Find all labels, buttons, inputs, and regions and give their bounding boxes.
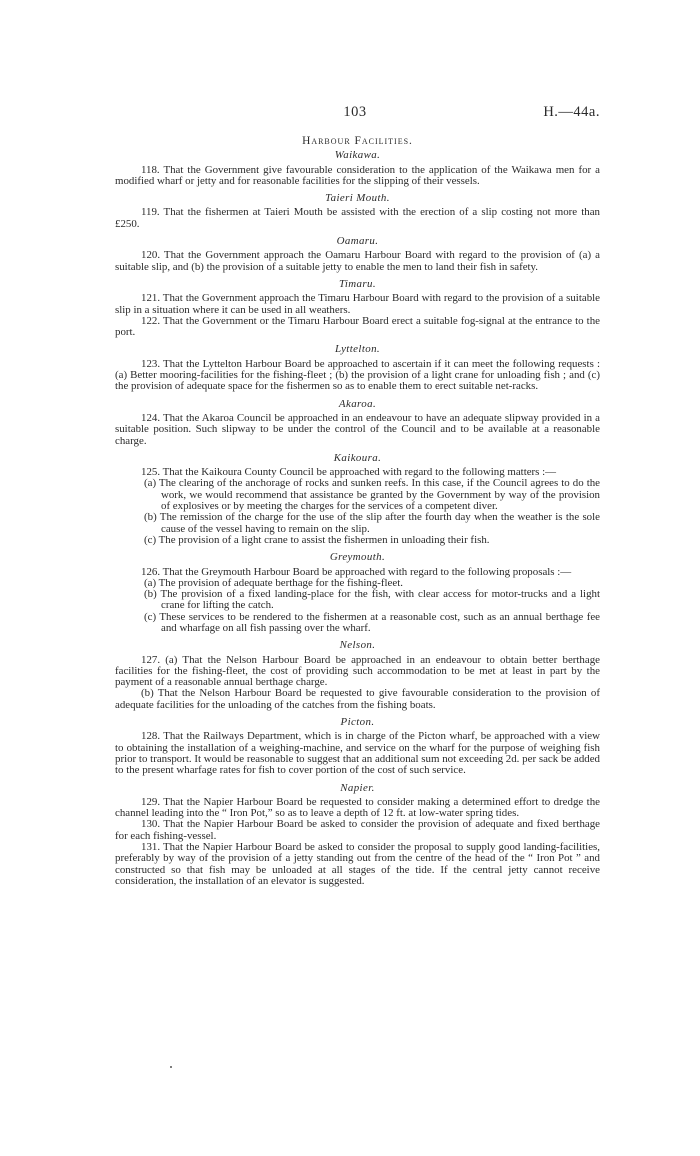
recommendation-paragraph: 130. That the Napier Harbour Board be asked to consider the provision of adequate and fixed berthage for each fishing-vessel. [115,818,600,842]
recommendation-paragraph: 127. (a) That the Nelson Harbour Board be approached in an endeavour to obtain better berthage facilities for the fishing-fleet, the cost of providing such accommodation to be met at least in part by the payment of a reasonable annual berthage charge. [115,653,600,689]
sub-clause: (b) The provision of a fixed landing-place for the fish, with clear access for motor-trucks and a light crane for lifting the catch. [144,588,600,612]
recommendation-paragraph: 126. That the Greymouth Harbour Board be approached with regard to the following proposals :— [141,565,572,578]
recommendation-paragraph: (b) That the Nelson Harbour Board be requested to give favourable consideration to the provision of adequate facilities for the unloading of the catches from the fishing boats. [115,687,600,711]
recommendation-paragraph: 118. That the Government give favourable consideration to the application of the Waikawa men for a modified wharf or jetty and for reasonable facilities for the slipping of their vessels. [115,163,600,187]
location-heading: Akaroa. [338,397,377,410]
sections-container [115,150,600,887]
section-title: Harbour Facilities. [302,135,413,147]
recommendation-paragraph: 124. That the Akaroa Council be approached in an endeavour to have an adequate slipway provided in a suitable position. Such slipway to be under the control of the Council and to be available at a reasonable charge. [115,411,600,447]
sub-clause: (c) These services to be rendered to the fishermen at a reasonable cost, such as an annual berthage fee and wharfage on all fish passing over the wharf. [144,610,600,634]
document-reference: H.—44a. [543,104,600,120]
location-heading: Greymouth. [329,551,386,564]
recommendation-paragraph: 119. That the fishermen at Taieri Mouth be assisted with the erection of a slip costing not more than £250. [115,206,600,230]
recommendation-paragraph: 122. That the Government or the Timaru Harbour Board erect a suitable fog-signal at the entrance to the port. [115,314,600,339]
location-heading: Oamaru. [336,235,379,248]
location-heading: Lyttelton. [334,343,381,356]
stray-ink-mark [170,1066,172,1068]
page-number: 103 [343,104,367,120]
recommendation-paragraph: 128. That the Railways Department, which is in charge of the Picton wharf, be approached with a view to obtaining the installation of a weighing-machine, and service on the wharf for the purpose of weighing fish prior to transport. It would be reasonable to suggest that an additional sum not exceeding 2d. per sack be added to the present wharfage rates for fish to cover portion of the cost of such service. [115,730,600,777]
recommendation-paragraph: 120. That the Government approach the Oamaru Harbour Board with regard to the provision of (a) a suitable slip, and (b) the provision of a suitable jetty to enable the men to land their fish in safety. [115,249,600,273]
page-header [115,104,600,122]
sub-clause: (a) The clearing of the anchorage of rocks and sunken reefs. In this case, if the Council agrees to do the work, we would recommend that assistance be granted by the Government by way of the provision of explosives or by meeting the charges for the services of a competent diver. [144,477,600,513]
location-heading: Taieri Mouth. [325,192,390,205]
location-heading: Kaikoura. [333,451,382,464]
location-heading: Picton. [340,716,375,729]
recommendation-paragraph: 125. That the Kaikoura County Council be approached with regard to the following matters :— [141,466,557,479]
sub-clause: (a) The provision of adequate berthage for the fishing-fleet. [144,576,403,589]
location-heading: Napier. [340,781,375,794]
recommendation-paragraph: 121. That the Government approach the Timaru Harbour Board with regard to the provision of a suitable slip in a situation where it can be used in all weathers. [115,292,600,316]
recommendation-paragraph: 123. That the Lyttelton Harbour Board be approached to ascertain if it can meet the following requests : (a) Better mooring-facilities for the fishing-fleet ; (b) the provision of a light crane for unloading fish ; and (c) the provision of adequate space for the fishermen so as to enable them to erect suitable net-racks. [115,357,600,393]
sub-clause: (c) The provision of a light crane to assist the fishermen in unloading their fish. [144,533,490,546]
sub-clause: (b) The remission of the charge for the use of the slip after the fourth day when the weather is the sole cause of the vessel having to remain on the slip. [144,511,600,535]
location-heading: Timaru. [339,277,376,290]
document-body [115,136,600,887]
recommendation-paragraph: 129. That the Napier Harbour Board be requested to consider making a determined effort to dredge the channel leading into the “ Iron Pot,” so as to leave a depth of 12 ft. at low-water spring tides. [115,795,600,820]
location-heading: Waikawa. [334,149,381,162]
recommendation-paragraph: 131. That the Napier Harbour Board be asked to consider the proposal to supply good landing-facilities, preferably by way of the provision of a jetty standing out from the centre of the head of the “ Iron Pot ” and constructed so that fish may be unloaded at all stages of the tide. If the central jetty cannot receive consideration, the installation of an elevator is suggested. [115,841,600,887]
location-heading: Nelson. [339,639,376,652]
